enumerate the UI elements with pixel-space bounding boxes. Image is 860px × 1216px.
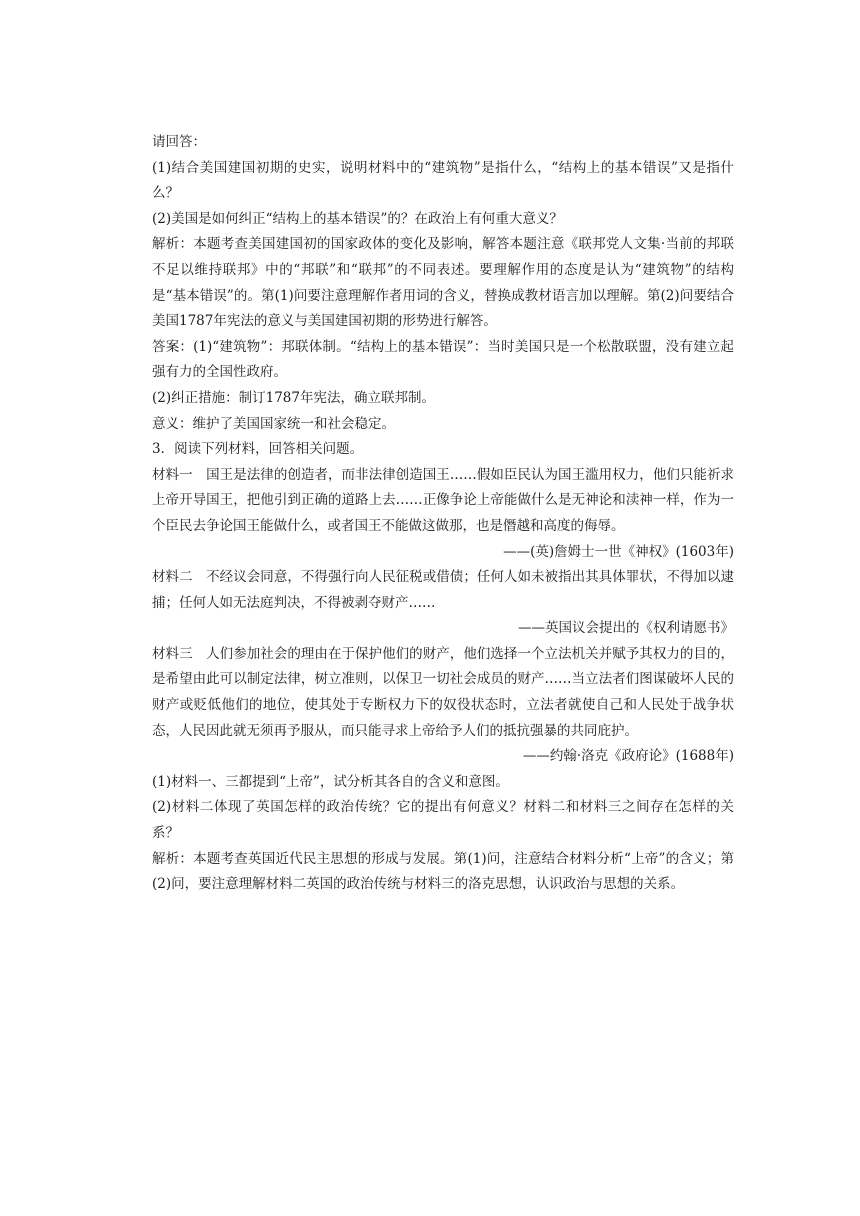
answer-significance: 意义：维护了美国国家统一和社会稳定。: [152, 415, 395, 432]
analysis-paragraph: 解析：本题考查美国建国初的国家政体的变化及影响，解答本题注意《联邦党人文集·当前的邦联不足以维持联邦》中的“邦联”和“联邦”的不同表述。要理解作用的态度是认为“建筑物”的结构是“基本错误”的。第(1)问要注意理解作者用词的含义，替换成教材语言加以理解。第(2)问要结合美国1787年宪法的意义与美国建国初期的形势进行解答。: [152, 236, 734, 330]
question-3-2: (2)材料二体现了英国怎样的政治传统？它的提出有何意义？材料二和材料三之间存在怎样的关系？: [152, 799, 734, 842]
analysis-3-paragraph: 解析：本题考查英国近代民主思想的形成与发展。第(1)问，注意结合材料分析“上帝”的含义；第(2)问，要注意理解材料二英国的政治传统与材料三的洛克思想，认识政治与思想的关系。: [152, 850, 734, 893]
material-3: 材料三 人们参加社会的理由在于保护他们的财产，他们选择一个立法机关并赋予其权力的目的，是希望由此可以制定法律，树立准则，以保卫一切社会成员的财产……当立法者们图谋破坏人民的财产或贬低他们的地位，使其处于专断权力下的奴役状态时，立法者就使自己和人民处于战争状态，人民因此就无须再予服从，而只能寻求上帝给予人们的抵抗强暴的共同庇护。: [152, 645, 734, 739]
answer-measures: (2)纠正措施：制订1787年宪法，确立联邦制。: [152, 389, 435, 406]
answer-paragraph: 答案：(1)“建筑物”：邦联体制。“结构上的基本错误”：当时美国只是一个松散联盟，没有建立起强有力的全国性政府。: [152, 338, 734, 381]
question-3-heading: 3．阅读下列材料，回答相关问题。: [152, 441, 364, 458]
question-3-1: (1)材料一、三都提到“上帝”，试分析其各自的含义和意图。: [152, 773, 509, 790]
prompt-heading: 请回答：: [152, 134, 206, 150]
document-body: [152, 130, 734, 898]
material-2: 材料二 不经议会同意，不得强行向人民征税或借债；任何人如未被指出其具体罪状，不得加以逮捕；任何人如无法庭判决，不得被剥夺财产……: [152, 569, 734, 611]
question-2: (2)美国是如何纠正“结构上的基本错误”的？在政治上有何重大意义？: [152, 210, 563, 227]
material-1-source: ——(英)詹姆士一世《神权》(1603年): [503, 543, 734, 560]
material-1: 材料一 国王是法律的创造者，而非法律创造国王……假如臣民认为国王滥用权力，他们只能祈求上帝开导国王，把他引到正确的道路上去……正像争论上帝能做什么是无神论和渎神一样，作为一个臣民去争论国王能做什么，或者国王不能做这做那，也是僭越和高度的侮辱。: [152, 466, 734, 534]
material-2-source: ——英国议会提出的《权利请愿书》: [518, 620, 734, 637]
material-3-source: ——约翰·洛克《政府论》(1688年): [522, 748, 734, 765]
question-1: (1)结合美国建国初期的史实，说明材料中的“建筑物”是指什么，“结构上的基本错误”又是指什么？: [152, 159, 734, 202]
